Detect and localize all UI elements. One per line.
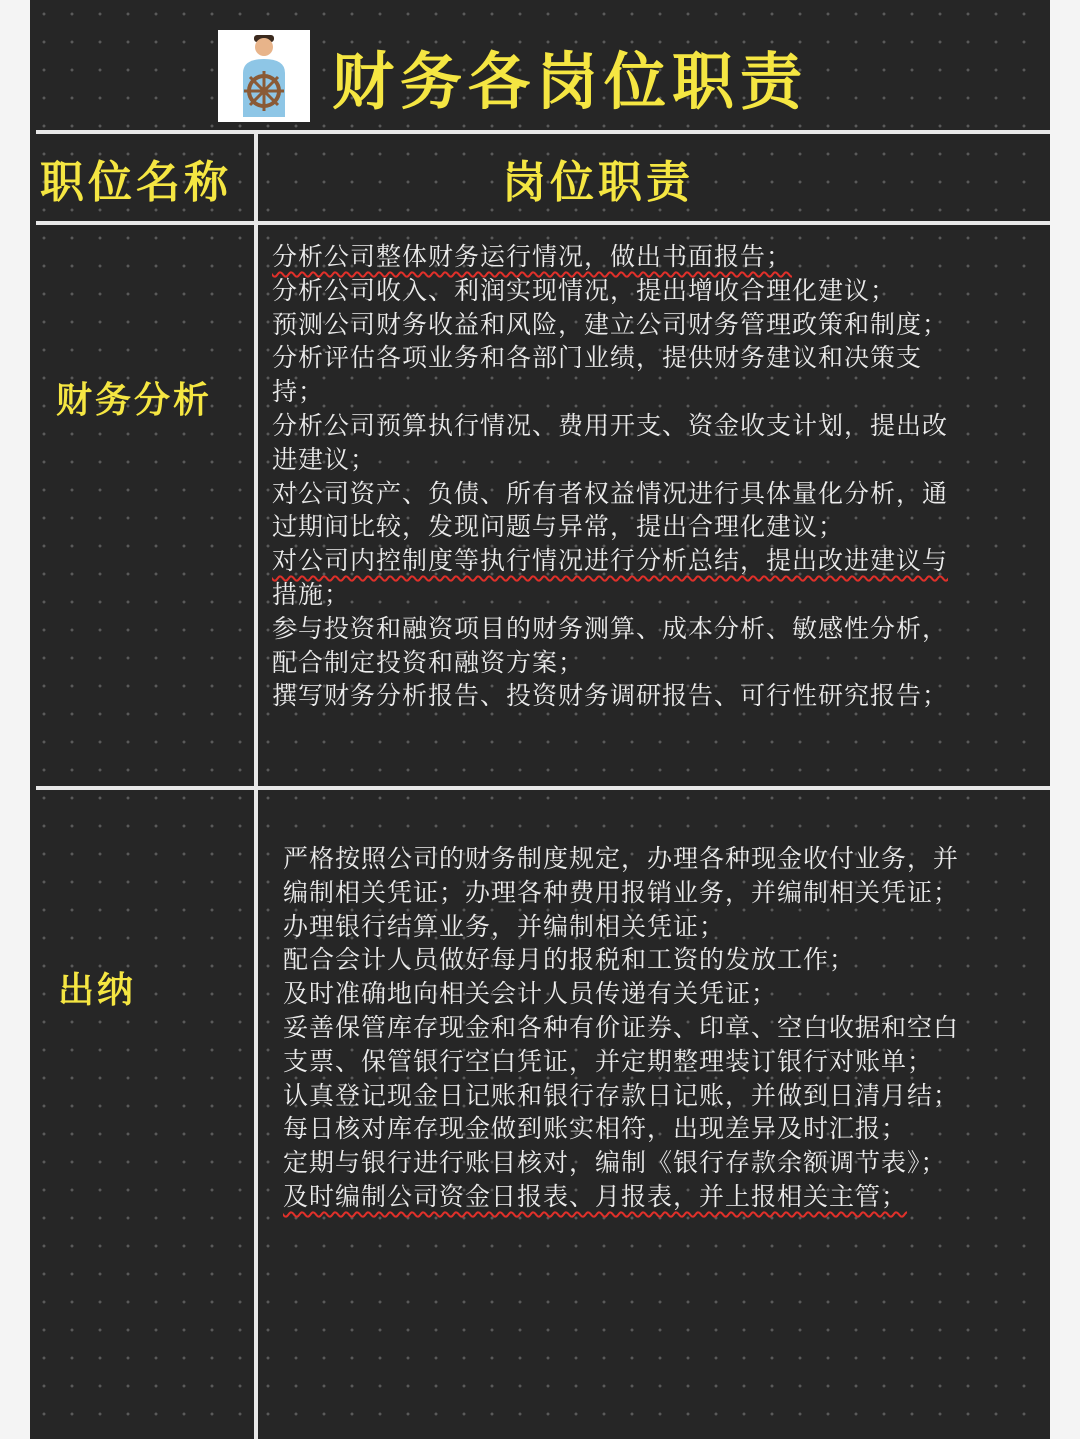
divider-column — [254, 132, 258, 1439]
header-role: 职位名称 — [40, 157, 232, 208]
divider-top — [36, 130, 1050, 134]
list-item: 定期与银行进行账目核对，编制《银行存款余额调节表》； — [283, 1148, 947, 1178]
role-financial-analysis: 财务分析 — [56, 380, 213, 421]
list-item: 对公司内控制度等执行情况进行分析总结，提出改进建议与 — [272, 546, 949, 576]
avatar — [218, 30, 310, 122]
list-item: 进建议； — [272, 444, 377, 474]
list-item: 对公司资产、负债、所有者权益情况进行具体量化分析，通 — [272, 478, 949, 508]
list-item: 分析公司预算执行情况、费用开支、资金收支计划，提出改 — [272, 410, 949, 440]
list-item: 及时编制公司资金日报表、月报表，并上报相关主管； — [283, 1181, 908, 1211]
header-duties: 岗位职责 — [502, 157, 694, 208]
list-item: 分析公司收入、利润实现情况，提出增收合理化建议； — [272, 275, 897, 305]
list-item: 及时准确地向相关会计人员传递有关凭证； — [283, 979, 778, 1009]
list-item: 过期间比较，发现问题与异常，提出合理化建议； — [272, 512, 845, 542]
role-cashier: 出纳 — [58, 970, 137, 1011]
duty-list-cashier — [283, 842, 959, 1214]
divider-row — [36, 786, 1050, 790]
list-item: 妥善保管库存现金和各种有价证券、印章、空白收据和空白 — [283, 1012, 960, 1042]
list-item: 认真登记现金日记账和银行存款日记账，并做到日清月结； — [283, 1080, 960, 1110]
list-item: 支票、保管银行空白凭证，并定期整理装订银行对账单； — [283, 1046, 934, 1076]
title-banner — [218, 30, 808, 122]
list-item: 严格按照公司的财务制度规定，办理各种现金收付业务，并 — [283, 844, 960, 873]
list-item: 配合制定投资和融资方案； — [272, 647, 585, 677]
list-item: 参与投资和融资项目的财务测算、成本分析、敏感性分析， — [272, 613, 949, 643]
background-board — [30, 0, 1050, 1439]
list-item: 分析评估各项业务和各部门业绩，提供财务建议和决策支 — [272, 343, 923, 373]
list-item: 撰写财务分析报告、投资财务调研报告、可行性研究报告； — [272, 681, 949, 711]
list-item: 办理银行结算业务，并编制相关凭证； — [283, 911, 726, 941]
duty-list-financial-analysis — [272, 240, 948, 713]
divider-header — [36, 221, 1050, 225]
person-with-ship-wheel-icon — [229, 33, 299, 119]
list-item: 持； — [272, 377, 325, 407]
list-item: 每日核对库存现金做到账实相符，出现差异及时汇报； — [283, 1114, 908, 1144]
list-item: 预测公司财务收益和风险，建立公司财务管理政策和制度； — [272, 309, 949, 339]
list-item: 分析公司整体财务运行情况，做出书面报告； — [272, 242, 793, 271]
list-item: 措施； — [272, 579, 351, 609]
list-item: 配合会计人员做好每月的报税和工资的发放工作； — [283, 945, 856, 975]
list-item: 编制相关凭证；办理各种费用报销业务，并编制相关凭证； — [283, 877, 960, 907]
page-title: 财务各岗位职责 — [332, 44, 809, 118]
